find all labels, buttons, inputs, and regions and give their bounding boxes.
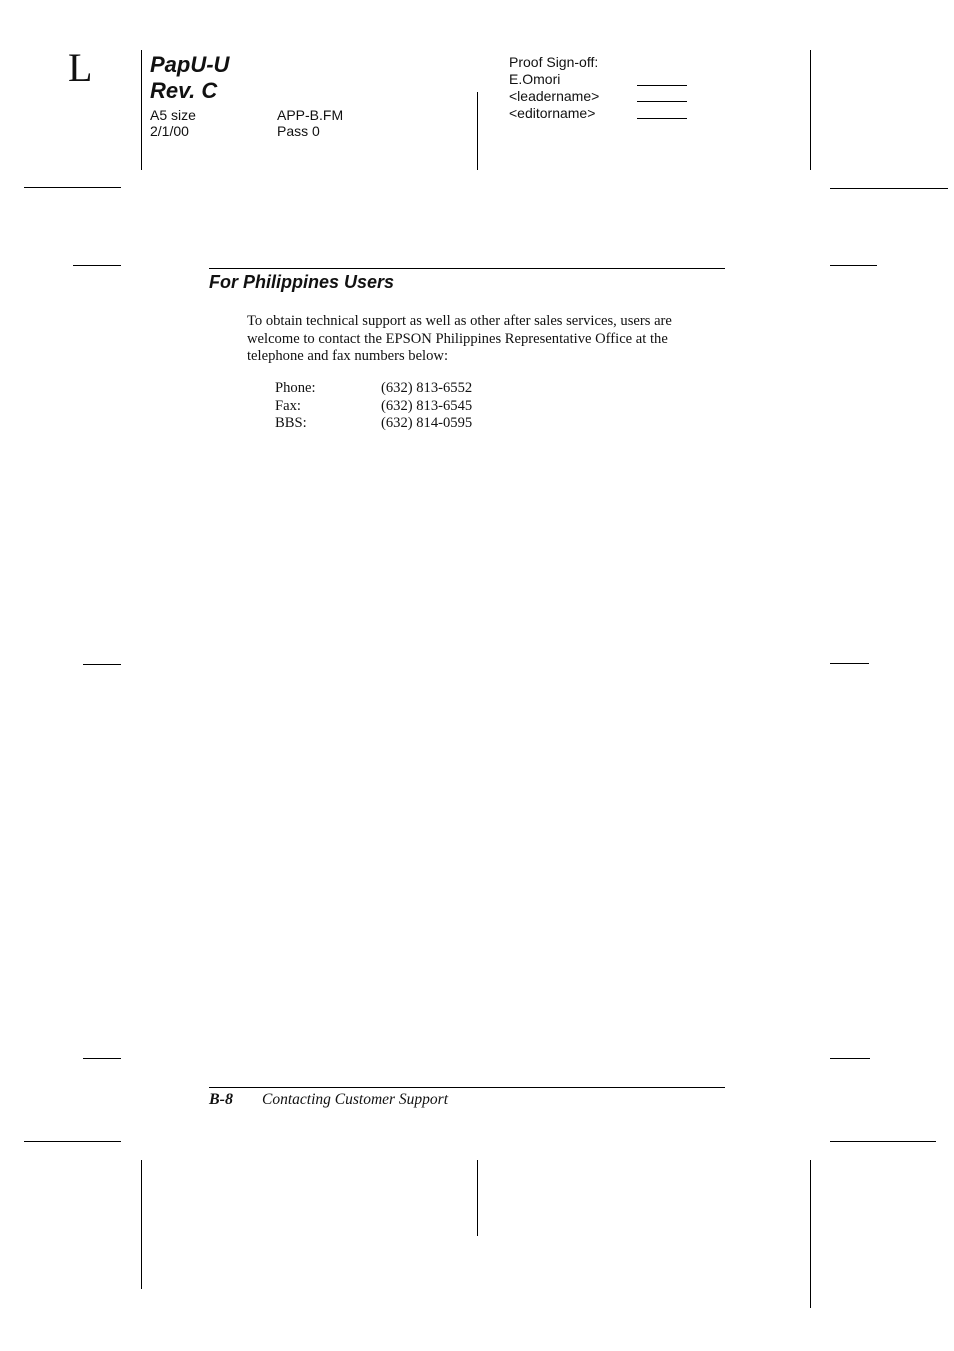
file-name: APP-B.FM: [277, 107, 344, 123]
crop-mark: [810, 50, 811, 170]
signature-line: [637, 85, 687, 86]
signer: <editorname>: [509, 105, 596, 121]
crop-mark: [830, 1058, 870, 1059]
crop-mark: [24, 1141, 121, 1142]
section-rule: [209, 268, 725, 269]
contact-value: (632) 814-0595: [381, 415, 473, 431]
signature-line: [637, 118, 687, 119]
page-number: B-8: [209, 1091, 233, 1108]
contact-row-bbs: [275, 415, 472, 433]
crop-mark: [24, 187, 121, 188]
contact-label: Fax:: [275, 397, 301, 414]
contact-label: Phone:: [275, 380, 316, 396]
crop-mark: [810, 1160, 811, 1308]
crop-mark: [73, 265, 121, 266]
proof-title: Proof Sign-off:: [509, 54, 599, 70]
corner-letter: L: [68, 45, 93, 90]
crop-mark: [141, 50, 142, 170]
footer-rule: [209, 1087, 725, 1088]
contact-row-phone: [275, 380, 472, 398]
proof-signoff: [509, 54, 599, 122]
crop-mark: [83, 664, 121, 665]
crop-mark: [830, 1141, 936, 1142]
crop-mark: [830, 188, 948, 189]
product-revision: Rev. C: [150, 78, 218, 103]
crop-mark: [477, 1160, 478, 1236]
contact-value: (632) 813-6552: [381, 380, 473, 396]
page-size: A5 size: [150, 107, 196, 123]
crop-mark: [83, 1058, 121, 1059]
page-footer: [209, 1091, 448, 1109]
product-line-1: PapU-U: [150, 52, 230, 77]
section-title: For Philippines Users: [209, 272, 395, 292]
contact-value: (632) 813-6545: [381, 397, 473, 414]
product-name: [150, 52, 229, 104]
contact-list: [275, 380, 472, 433]
revision-date: 2/1/00: [150, 123, 189, 139]
pass-number: Pass 0: [277, 123, 320, 139]
contact-row-fax: [275, 398, 472, 416]
contact-label: BBS:: [275, 415, 307, 431]
crop-mark: [830, 265, 877, 266]
signature-line: [637, 101, 687, 102]
crop-mark: [830, 663, 869, 664]
signer: E.Omori: [509, 71, 561, 87]
body-paragraph: To obtain technical support as well as other after sales services, users are welcome to contact the EPSON Philippines Representative Office at the telephone and fax numbers below:: [247, 313, 672, 364]
signer: <leadername>: [509, 88, 600, 104]
crop-mark: [477, 92, 478, 170]
crop-mark: [141, 1160, 142, 1289]
chapter-title: Contacting Customer Support: [262, 1091, 449, 1108]
